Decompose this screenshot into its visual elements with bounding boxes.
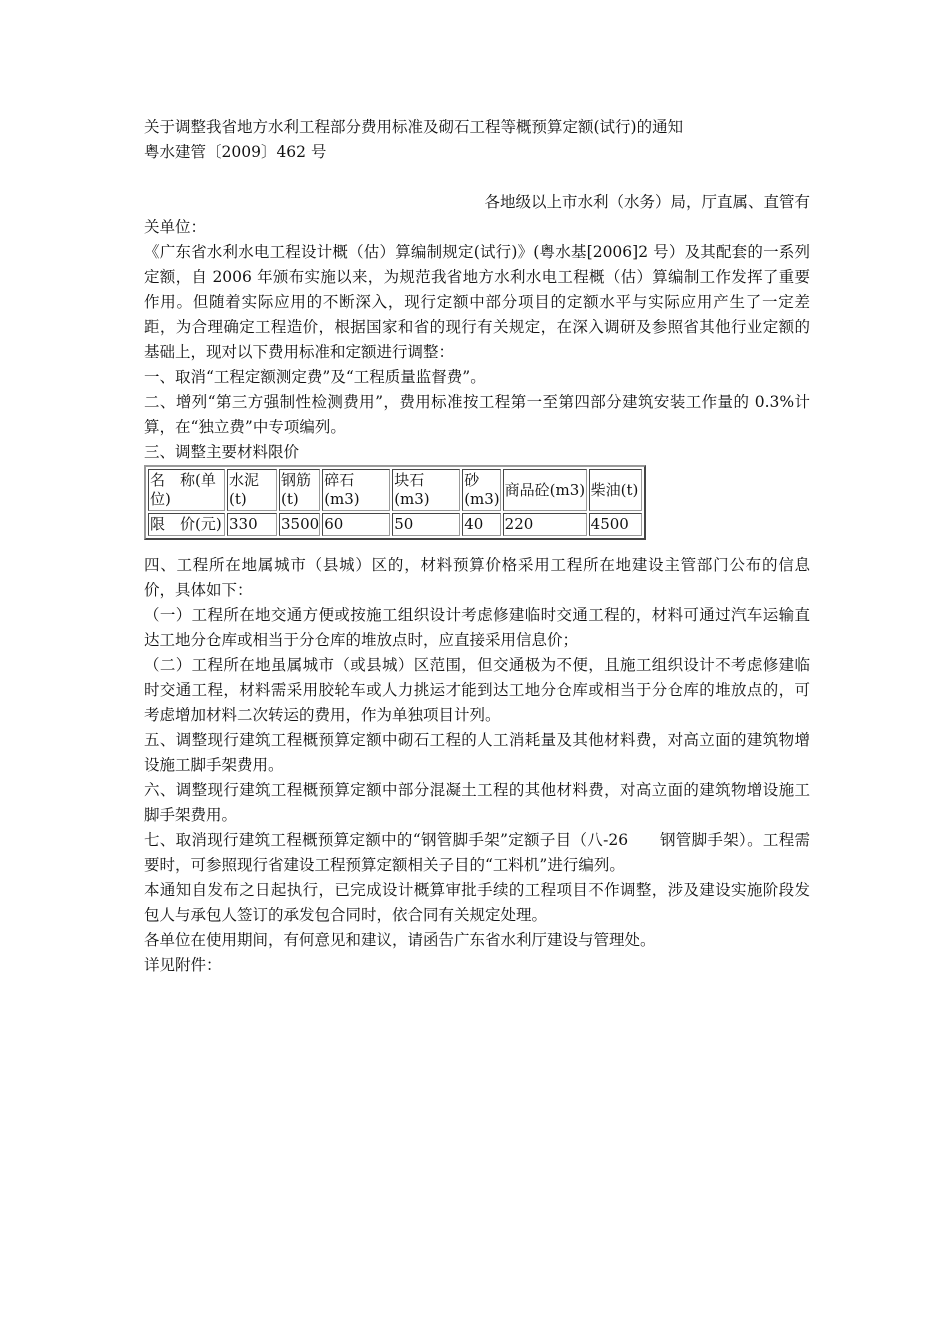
item-7: 七、取消现行建筑工程概预算定额中的“钢管脚手架”定额子目（八-26 钢管脚手架）。工程需要时，可参照现行省建设工程预算定额相关子目的“工料机”进行编列。	[144, 831, 810, 874]
item-4-2: （二）工程所在地虽属城市（或县城）区范围，但交通极为不便，且施工组织设计不考虑修建临时交通工程，材料需采用胶轮车或人力挑运才能到达工地分仓库或相当于分仓库的堆放点的，可考虑增加材料二次转运的费用，作为单独项目计列。	[144, 656, 810, 724]
item-2: 二、增列“第三方强制性检测费用”，费用标准按工程第一至第四部分建筑安装工作量的 0.3%计算，在“独立费”中专项编列。	[144, 393, 810, 436]
table-header-cell: 块石(m3)	[392, 469, 460, 511]
notice-document	[144, 115, 810, 978]
attachment-note: 详见附件：	[144, 956, 222, 974]
spacer	[144, 165, 810, 190]
table-header-row	[148, 469, 642, 511]
material-price-limit-table	[144, 465, 646, 540]
item-3: 三、调整主要材料限价	[144, 443, 300, 461]
item-4: 四、工程所在地属城市（县城）区的，材料预算价格采用工程所在地建设主管部门公布的信息价，具体如下：	[144, 556, 810, 599]
effective-date-paragraph: 本通知自发布之日起执行，已完成设计概算审批手续的工程项目不作调整，涉及建设实施阶段发包人与承包人签订的承发包合同时，依合同有关规定处理。	[144, 881, 810, 924]
table-cell: 40	[462, 513, 500, 536]
table-cell: 限 价(元)	[148, 513, 225, 536]
intro-paragraph: 《广东省水利水电工程设计概（估）算编制规定(试行)》(粤水基[2006]2 号）及其配套的一系列定额，自 2006 年颁布实施以来，为规范我省地方水利水电工程概（估）算编制工作发挥了重要作用。但随着实际应用的不断深入，现行定额中部分项目的定额水平与实际应用产生了一定差距，为合理确定工程造价，根据国家和省的现行有关规定，在深入调研及参照省其他行业定额的基础上，现对以下费用标准和定额进行调整：	[144, 243, 810, 361]
table-cell: 3500	[279, 513, 320, 536]
table-row	[148, 513, 642, 536]
feedback-paragraph: 各单位在使用期间，有何意见和建议，请函告广东省水利厅建设与管理处。	[144, 931, 656, 949]
document-number: 粤水建管〔2009〕462 号	[144, 143, 327, 161]
addressee-line-2: 关单位：	[144, 218, 207, 236]
item-5: 五、调整现行建筑工程概预算定额中砌石工程的人工消耗量及其他材料费，对高立面的建筑物增设施工脚手架费用。	[144, 731, 810, 774]
item-4-1: （一）工程所在地交通方便或按施工组织设计考虑修建临时交通工程的，材料可通过汽车运输直达工地分仓库或相当于分仓库的堆放点时，应直接采用信息价；	[144, 606, 810, 649]
table-cell: 50	[392, 513, 460, 536]
table-cell: 220	[503, 513, 587, 536]
table-header-cell: 碎石(m3)	[322, 469, 390, 511]
item-6: 六、调整现行建筑工程概预算定额中部分混凝土工程的其他材料费，对高立面的建筑物增设施工脚手架费用。	[144, 781, 810, 824]
table-cell: 330	[227, 513, 277, 536]
notice-title: 关于调整我省地方水利工程部分费用标准及砌石工程等概预算定额(试行)的通知	[144, 118, 684, 136]
table-header-cell: 名 称(单位)	[148, 469, 225, 511]
table-cell: 4500	[589, 513, 642, 536]
table-header-cell: 砂(m3)	[462, 469, 500, 511]
table-header-cell: 钢筋(t)	[279, 469, 320, 511]
item-1: 一、取消“工程定额测定费”及“工程质量监督费”。	[144, 368, 486, 386]
table-header-cell: 水泥(t)	[227, 469, 277, 511]
table-header-cell: 商品砼(m3)	[503, 469, 587, 511]
table-header-cell: 柴油(t)	[589, 469, 642, 511]
addressee-line-1: 各地级以上市水利（水务）局，厅直属、直管有	[484, 193, 810, 211]
table-cell: 60	[322, 513, 390, 536]
